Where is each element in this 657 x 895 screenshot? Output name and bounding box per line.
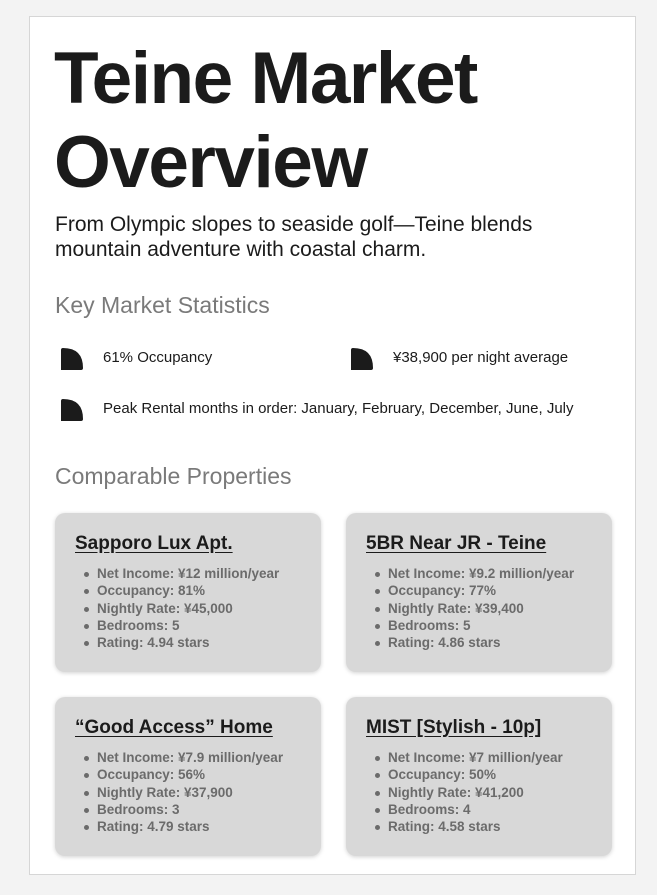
property-card-3: [55, 697, 321, 856]
property-name: Sapporo Lux Apt.: [75, 533, 233, 554]
key-stats-heading: Key Market Statistics: [55, 292, 270, 318]
property-details: [75, 565, 301, 651]
property-name: 5BR Near JR - Teine: [366, 533, 547, 554]
property-card-4: [346, 697, 612, 856]
property-details: [75, 749, 301, 835]
property-name: “Good Access” Home: [75, 717, 273, 738]
page-title-line2: Overview: [54, 122, 367, 203]
page-title-line1: Teine Market: [54, 38, 477, 119]
market-overview-page: [29, 16, 636, 875]
stat-peak-months: [59, 401, 599, 423]
property-detail-rating: Rating: 4.94 stars: [97, 634, 301, 651]
property-detail-bedrooms: Bedrooms: 4: [388, 801, 592, 818]
property-name: MIST [Stylish - 10p]: [366, 717, 542, 738]
property-detail-net-income: Net Income: ¥7 million/year: [388, 749, 592, 766]
property-details: [366, 565, 592, 651]
property-detail-rating: Rating: 4.86 stars: [388, 634, 592, 651]
property-detail-occupancy: Occupancy: 56%: [97, 766, 301, 783]
property-detail-net-income: Net Income: ¥12 million/year: [97, 565, 301, 582]
comparables-heading: Comparable Properties: [55, 463, 292, 489]
property-detail-net-income: Net Income: ¥7.9 million/year: [97, 749, 301, 766]
stat-nightly-average: [349, 350, 619, 372]
quarter-circle-icon: [59, 397, 85, 423]
quarter-circle-icon: [349, 346, 375, 372]
property-detail-occupancy: Occupancy: 77%: [388, 582, 592, 599]
quarter-circle-icon: [59, 346, 85, 372]
property-detail-nightly-rate: Nightly Rate: ¥41,200: [388, 784, 592, 801]
property-detail-occupancy: Occupancy: 50%: [388, 766, 592, 783]
property-card-1: [55, 513, 321, 672]
property-detail-net-income: Net Income: ¥9.2 million/year: [388, 565, 592, 582]
property-detail-occupancy: Occupancy: 81%: [97, 582, 301, 599]
stat-peak-months-text: Peak Rental months in order: January, February, December, June, July: [103, 400, 574, 417]
stat-occupancy: [59, 350, 329, 372]
property-detail-bedrooms: Bedrooms: 5: [97, 617, 301, 634]
property-detail-bedrooms: Bedrooms: 3: [97, 801, 301, 818]
property-detail-rating: Rating: 4.79 stars: [97, 818, 301, 835]
page-title: [54, 37, 477, 205]
property-detail-nightly-rate: Nightly Rate: ¥45,000: [97, 600, 301, 617]
property-details: [366, 749, 592, 835]
stat-nightly-average-text: ¥38,900 per night average: [393, 349, 569, 366]
property-detail-rating: Rating: 4.58 stars: [388, 818, 592, 835]
property-detail-nightly-rate: Nightly Rate: ¥37,900: [97, 784, 301, 801]
property-detail-nightly-rate: Nightly Rate: ¥39,400: [388, 600, 592, 617]
property-card-2: [346, 513, 612, 672]
stat-occupancy-text: 61% Occupancy: [103, 349, 213, 366]
page-subtitle: From Olympic slopes to seaside golf—Teine blends mountain adventure with coastal charm.: [55, 213, 533, 261]
property-detail-bedrooms: Bedrooms: 5: [388, 617, 592, 634]
